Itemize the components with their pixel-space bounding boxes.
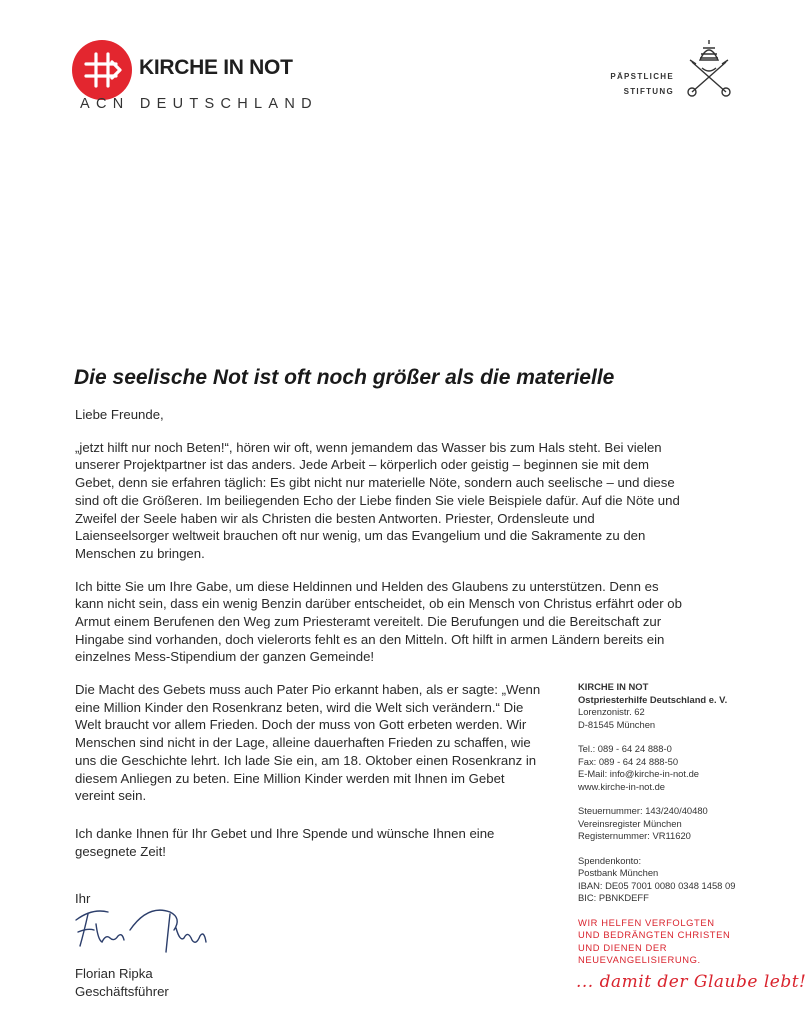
letter-body (75, 406, 685, 666)
paragraph-4: Ich danke Ihnen für Ihr Gebet und Ihre Spende und wünsche Ihnen eine gesegnete Zeit! (75, 825, 495, 859)
mission-statement (578, 917, 758, 967)
signer-name: Florian Ripka (75, 966, 153, 982)
papal-keys-emblem-icon (682, 38, 736, 98)
sidebar-bank: Postbank München (578, 867, 659, 878)
sidebar-org-full: Ostpriesterhilfe Deutschland e. V. (578, 693, 728, 705)
salutation: Liebe Freunde, (75, 407, 164, 422)
org-name: KIRCHE IN NOT (139, 56, 293, 79)
sidebar-org: KIRCHE IN NOT (578, 681, 649, 692)
sidebar-fax: Fax: 089 - 64 24 888-50 (578, 755, 679, 767)
closing: Ihr (75, 891, 91, 907)
sidebar-city: D-81545 München (578, 718, 656, 730)
sidebar-email: E-Mail: info@kirche-in-not.de (578, 768, 700, 779)
contact-sidebar (578, 681, 758, 979)
sidebar-iban: IBAN: DE05 7001 0080 0348 1458 09 (578, 879, 736, 891)
pontifical-label (610, 69, 674, 99)
mission-line-3: UND DIENEN DER (578, 941, 668, 953)
mission-line-1: WIR HELFEN VERFOLGTEN (578, 916, 715, 928)
paragraph-1: „jetzt hilft nur noch Beten!“, hören wir oft, wenn jemandem das Wasser bis zum Hals steht. Bei vielen unserer Projektpartner ist das anders. Jede Arbeit – körperlich oder geistig – beginnen sie mit dem Gebet, denn sie erfahren täglich: Es gibt nicht nur materielle Nöte, sondern auch seelische – und diese sind oft die Größeren. Im beiliegenden Echo der Liebe finden Sie viele Beispiele dafür. Auf die Nöte und Zweifel der Seele haben wir als Christen die besten Antworten. Priester, Ordensleute und Laienseelsorger weltweit brauchen oft nur wenig, um das Evangelium und die Sakramente zu den Menschen zu bringen. (75, 439, 680, 561)
sidebar-bic: BIC: PBNKDEFF (578, 892, 649, 903)
letter-headline: Die seelische Not ist oft noch größer als die materielle (74, 366, 615, 389)
pontifical-line-1: PÄPSTLICHE (610, 72, 674, 81)
mission-line-2: UND BEDRÄNGTEN CHRISTEN (578, 929, 731, 940)
sidebar-register-no: Registernummer: VR11620 (578, 830, 691, 841)
sidebar-register: Vereinsregister München (578, 817, 682, 829)
sidebar-tel: Tel.: 089 - 64 24 888-0 (578, 743, 672, 754)
handwritten-signature-icon (70, 902, 210, 958)
paragraph-2: Ich bitte Sie um Ihre Gabe, um diese Heldinnen und Helden des Glaubens zu unterstützen. Denn es kann nicht sein, dass ein wenig Benzin darüber entscheidet, ob ein Mensch von Christus erfährt oder ob Armut einem Berufenen den Weg zum Priesteramt vereitelt. Die Berufungen und die Bereitschaft zur Hingabe sind vorhanden, doch vielerorts fehlt es an den Mitteln. Oft hilft in armen Ländern bereits ein einzelnes Mess-Stipendium der ganzen Gemeinde! (75, 578, 682, 665)
mission-line-4: NEUEVANGELISIERUNG. (578, 954, 701, 965)
org-subtitle: ACN DEUTSCHLAND (80, 96, 318, 112)
sidebar-web: www.kirche-in-not.de (578, 780, 666, 792)
kirche-in-not-logo-icon (72, 40, 132, 100)
sidebar-bank-label: Spendenkonto: (578, 854, 642, 866)
signer-title: Geschäftsführer (75, 983, 169, 999)
paragraph-3: Die Macht des Gebets muss auch Pater Pio erkannt haben, als er sagte: „Wenn eine Million Kinder den Rosenkranz beten, wird die Welt sich verändern.“ Die Welt braucht vor allem Frieden. Doch der muss von Gott erbeten werden. Wir Menschen sind nicht in der Lage, alleine dauerhaften Frieden zu schaffen, wie uns die Geschichte lehrt. Ich lade Sie ein, am 18. Oktober einen Rosenkranz in diesem Anliegen zu beten. Eine Million Kinder werden mit Ihnen im Gebet vereint sein. (75, 682, 541, 804)
slogan: ... damit der Glaube lebt! (576, 972, 806, 992)
sidebar-street: Lorenzonistr. 62 (578, 706, 645, 717)
pontifical-line-2: STIFTUNG (623, 87, 674, 96)
sidebar-tax: Steuernummer: 143/240/40480 (578, 805, 708, 816)
